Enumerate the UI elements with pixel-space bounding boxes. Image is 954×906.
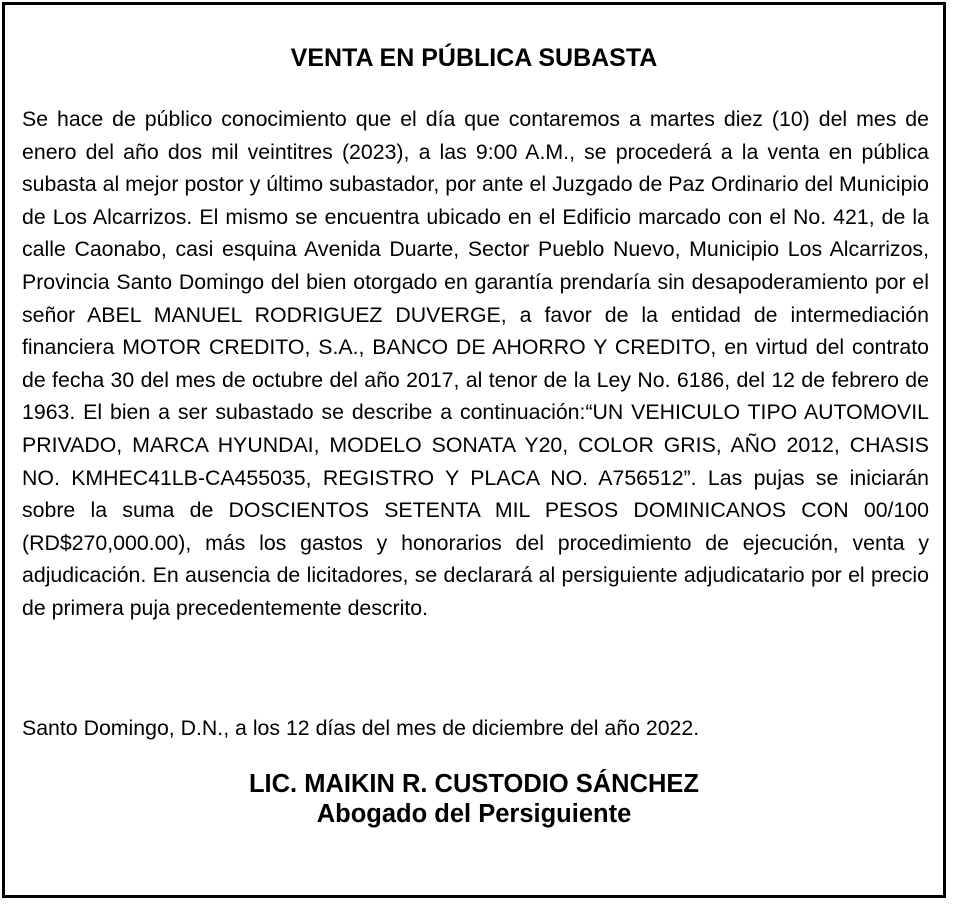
notice-closing-date: Santo Domingo, D.N., a los 12 días del mes de diciembre del año 2022. — [22, 716, 700, 740]
signature-block — [5, 769, 943, 829]
signatory-role: Abogado del Persiguiente — [316, 800, 632, 828]
signatory-name: LIC. MAIKIN R. CUSTODIO SÁNCHEZ — [248, 770, 700, 798]
notice-body: Se hace de público conocimiento que el día que contaremos a martes diez (10) del mes de enero del año dos mil veintitres (2023), a las 9:00 A.M., se procederá a la venta en pública subasta al mejor postor y último subastador, por ante el Juzgado de Paz Ordinario del Municipio de Los Alcarrizos. El mismo se encuentra ubicado en el Edificio marcado con el No. 421, de la calle Caonabo, casi esquina Avenida Duarte, Sector Pueblo Nuevo, Municipio Los Alcarrizos, Provincia Santo Domingo del bien otorgado en garantía prendaría sin desapoderamiento por el señor ABEL MANUEL RODRIGUEZ DUVERGE, a favor de la entidad de intermediación financiera MOTOR CREDITO, S.A., BANCO DE AHORRO Y CREDITO, en virtud del contrato de fecha 30 del mes de octubre del año 2017, al tenor de la Ley No. 6186, del 12 de febrero de 1963. El bien a ser subastado se describe a continuación:“UN VEHICULO TIPO AUTOMOVIL PRIVADO, MARCA HYUNDAI, MODELO SONATA Y20, COLOR GRIS, AÑO 2012, CHASIS NO. KMHEC41LB-CA455035, REGISTRO Y PLACA NO. A756512”. Las pujas se iniciarán sobre la suma de DOSCIENTOS SETENTA MIL PESOS DOMINICANOS CON 00/100 (RD$270,000.00), más los gastos y honorarios del procedimiento de ejecución, venta y adjudicación. En ausencia de licitadores, se declarará al persiguiente adjudicatario por el precio de primera puja precedentemente descrito. — [22, 107, 929, 620]
notice-title: VENTA EN PÚBLICA SUBASTA — [290, 44, 658, 72]
auction-notice — [2, 2, 946, 898]
